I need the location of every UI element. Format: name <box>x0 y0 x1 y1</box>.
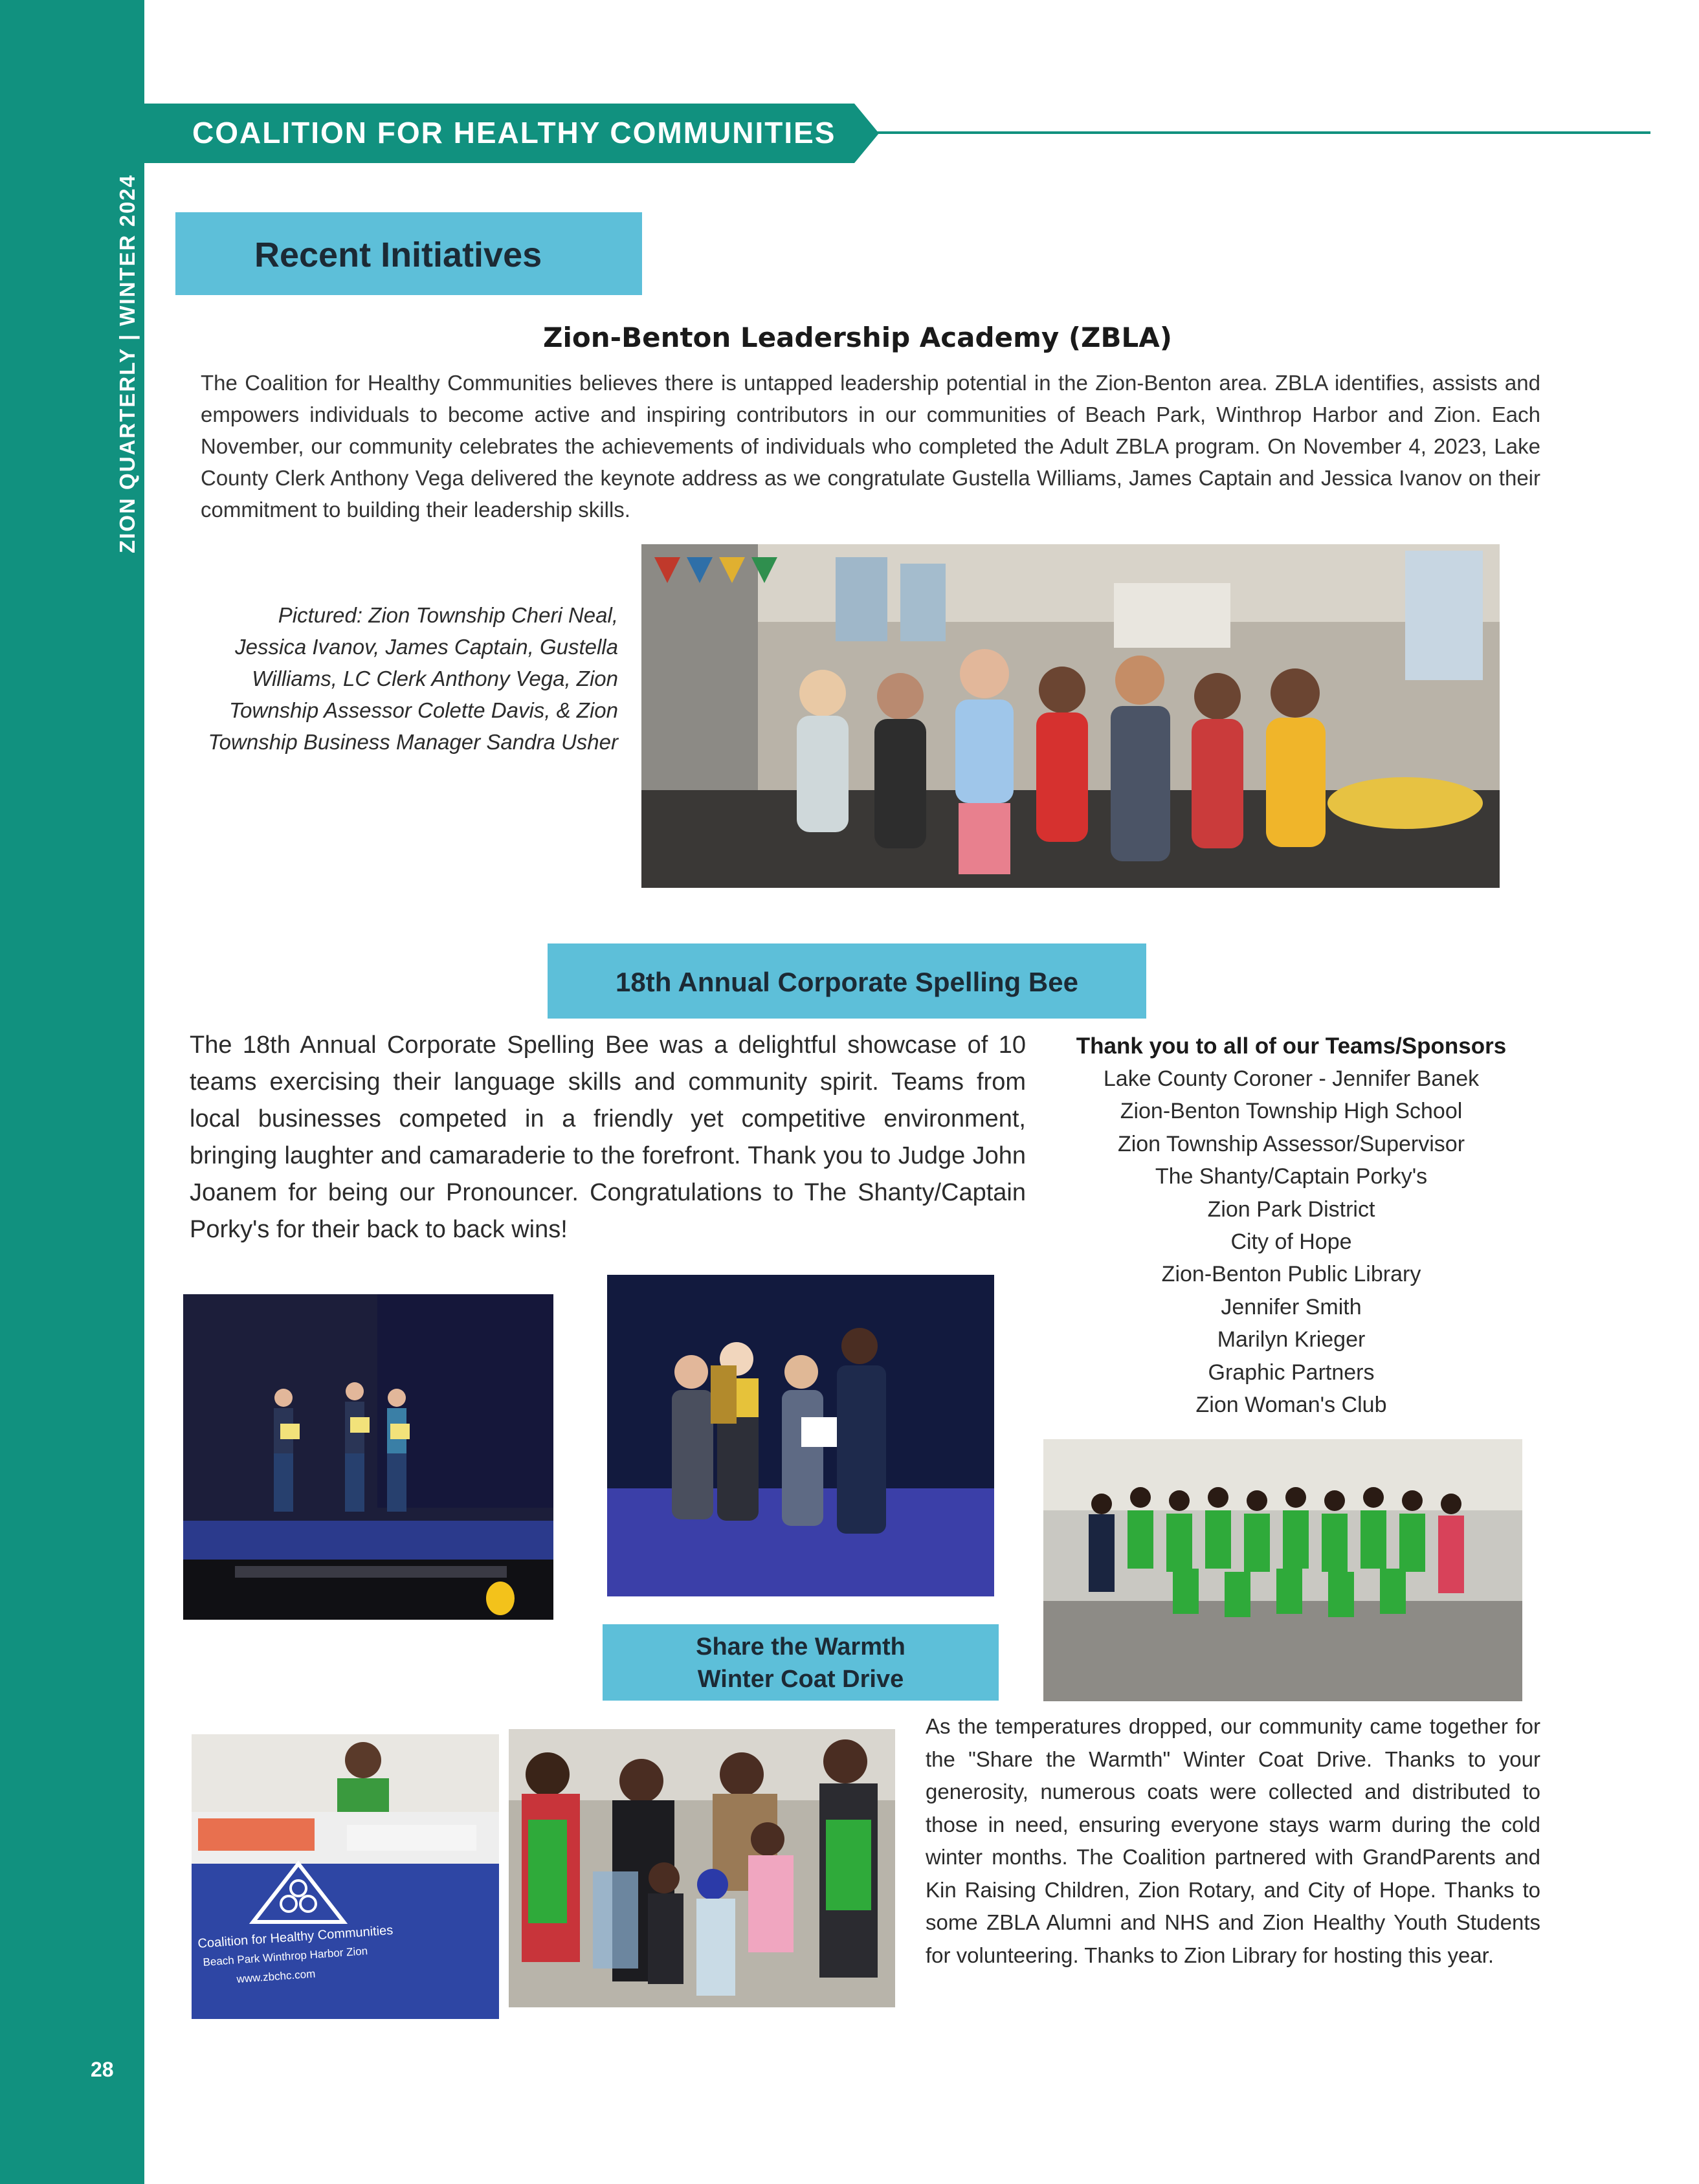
tablecloth-logo-line2: Beach Park Winthrop Harbor Zion <box>202 1945 368 1969</box>
sponsor-item: Zion-Benton Public Library <box>1161 1262 1421 1287</box>
sponsor-item: Jennifer Smith <box>1221 1294 1362 1319</box>
sponsors-list <box>1042 1030 1540 1421</box>
coat-drive-family-photo <box>509 1729 895 2007</box>
spelling-bee-winners-photo <box>607 1275 994 1596</box>
zbla-group-photo <box>641 544 1500 888</box>
sponsor-item: Marilyn Krieger <box>1217 1327 1366 1352</box>
coat-drive-heading <box>603 1624 999 1701</box>
section-divider <box>867 131 1650 134</box>
zbla-photo-caption: Pictured: Zion Township Cheri Neal, Jessica Ivanov, James Captain, Gustella Williams, LC Clerk Anthony Vega, Zion Township Assessor Colette Davis, & Zion Township Business Manager Sandra Usher <box>208 603 618 754</box>
publication-title: ZION QUARTERLY | WINTER 2024 <box>115 174 139 553</box>
spelling-bee-heading: 18th Annual Corporate Spelling Bee <box>548 943 1146 1019</box>
zbla-title: Zion-Benton Leadership Academy (ZBLA) <box>543 322 1172 353</box>
section-title: COALITION FOR HEALTHY COMMUNITIES <box>192 116 836 149</box>
sponsor-item: Zion Park District <box>1207 1197 1375 1222</box>
coat-drive-volunteers-photo <box>1043 1439 1522 1701</box>
tablecloth-logo-line1: Coalition for Healthy Communities <box>197 1923 394 1951</box>
sponsor-item: Zion-Benton Township High School <box>1120 1099 1463 1124</box>
coat-drive-paragraph: As the temperatures dropped, our community came together for the "Share the Warmth" Winter Coat Drive. Thanks to your generosity, numerous coats were collected and distributed to those in need, ensuring everyone stays warm during the cold winter months. The Coalition partnered with GrandParents and Kin Raising Children, Zion Rotary, and City of Hope. Thanks to some ZBLA Alumni and NHS and Zion Healthy Youth Students for volunteering. Thanks to Zion Library for hosting this year. <box>926 1714 1540 1967</box>
coat-drive-heading-line2: Winter Coat Drive <box>697 1666 904 1693</box>
sponsor-item: Lake County Coroner - Jennifer Banek <box>1103 1066 1480 1091</box>
sponsor-item: Graphic Partners <box>1208 1360 1375 1385</box>
spelling-bee-contestants-photo <box>183 1294 553 1620</box>
sponsor-item: City of Hope <box>1230 1230 1352 1255</box>
sponsor-item: Zion Township Assessor/Supervisor <box>1117 1131 1465 1156</box>
coat-drive-table-photo <box>192 1734 499 2019</box>
zbla-paragraph: The Coalition for Healthy Communities believes there is untapped leadership potential in the Zion-Benton area. ZBLA identifies, assists and empowers individuals to become active and inspiring contributors in our communities of Beach Park, Winthrop Harbor and Zion. Each November, our community celebrates the achievements of individuals who completed the Adult ZBLA program. On November 4, 2023, Lake County Clerk Anthony Vega delivered the keynote address as we congratulate Gustella Williams, James Captain and Jessica Ivanov on their commitment to building their leadership skills. <box>201 371 1540 522</box>
sponsors-title: Thank you to all of our Teams/Sponsors <box>1076 1033 1507 1059</box>
coat-drive-heading-line1: Share the Warmth <box>696 1633 905 1660</box>
tablecloth-logo-line3: www.zbchc.com <box>236 1967 316 1985</box>
sponsor-item: Zion Woman's Club <box>1195 1393 1387 1418</box>
recent-initiatives-heading: Recent Initiatives <box>175 212 642 295</box>
spelling-bee-paragraph: The 18th Annual Corporate Spelling Bee was a delightful showcase of 10 teams exercising their language skills and community spirit. Teams from local businesses competed in a friendly yet competitive environment, bringing laughter and camaraderie to the forefront. Thank you to Judge John Joanem for being our Pronouncer. Congratulations to The Shanty/Captain Porky's for their back to back wins! <box>190 1031 1026 1243</box>
page-number: 28 <box>91 2058 114 2081</box>
sponsor-item: The Shanty/Captain Porky's <box>1155 1164 1428 1189</box>
